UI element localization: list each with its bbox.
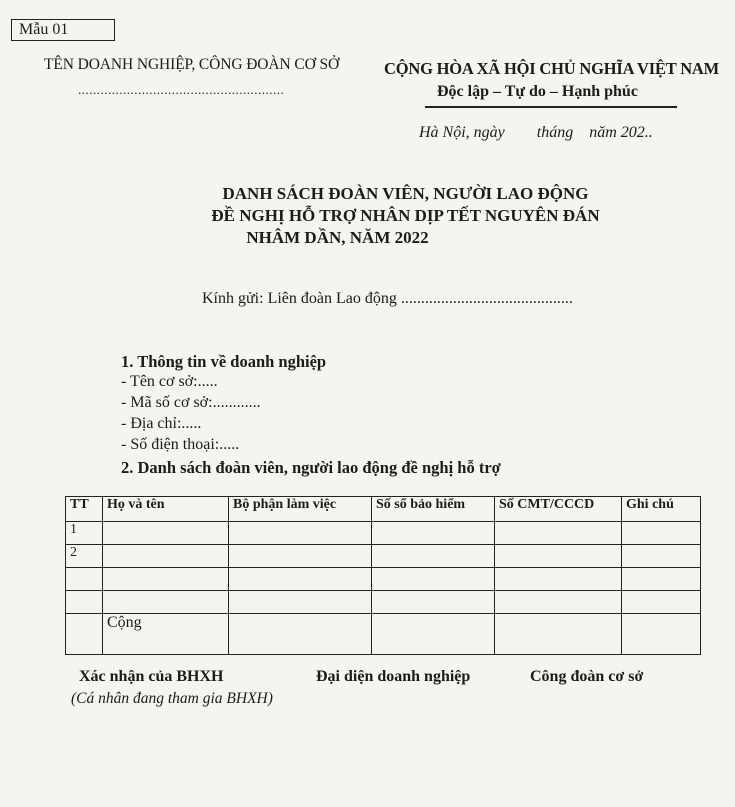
section-2-heading: 2. Danh sách đoàn viên, người lao động đề nghị hỗ trợ [121,458,501,477]
cell-full-name[interactable] [103,522,229,545]
cell-department[interactable] [229,614,372,655]
col-header-full-name: Họ và tên [103,497,229,522]
col-header-index: TT [66,497,103,522]
cell-id-number[interactable] [495,591,622,614]
cell-department[interactable] [229,591,372,614]
bhxh-note: (Cá nhân đang tham gia BHXH) [71,690,273,707]
document-title-line-1: DANH SÁCH ĐOÀN VIÊN, NGƯỜI LAO ĐỘNG [222,184,589,203]
cell-insurance-number[interactable] [372,522,495,545]
table-header-row [66,497,701,522]
cell-index[interactable] [66,591,103,614]
table-row [66,522,701,545]
motto-underline [425,106,677,108]
cell-id-number[interactable] [495,614,622,655]
date-line: Hà Nội, ngày tháng năm 202.. [419,124,653,141]
organization-name: TÊN DOANH NGHIỆP, CÔNG ĐOÀN CƠ SỞ [44,56,340,73]
cell-index[interactable]: 2 [66,545,103,568]
cell-full-name[interactable] [103,545,229,568]
cell-index [66,614,103,655]
info-address: - Địa chỉ:..... [121,415,202,432]
info-phone: - Số điện thoại:..... [121,436,240,453]
national-motto: Độc lập – Tự do – Hạnh phúc [437,83,638,100]
document-title-line-3: NHÂM DẦN, NĂM 2022 [246,228,429,247]
cell-id-number[interactable] [495,545,622,568]
cell-insurance-number[interactable] [372,591,495,614]
table-row [66,591,701,614]
cell-department[interactable] [229,522,372,545]
cell-insurance-number[interactable] [372,545,495,568]
cell-note[interactable] [622,591,701,614]
document-title-line-2: ĐỀ NGHỊ HỖ TRỢ NHÂN DỊP TẾT NGUYÊN ĐÁN [211,206,600,225]
union-label: Công đoàn cơ sở [530,668,644,685]
enterprise-representative-label: Đại diện doanh nghiệp [316,668,471,685]
cell-department[interactable] [229,545,372,568]
cell-index[interactable] [66,568,103,591]
cell-note[interactable] [622,614,701,655]
form-code: Mẫu 01 [11,19,115,41]
table-row [66,568,701,591]
info-facility-code: - Mã số cơ sở:............ [121,394,261,411]
table-row [66,545,701,568]
section-1-heading: 1. Thông tin về doanh nghiệp [121,352,327,371]
cell-id-number[interactable] [495,522,622,545]
table-total-row [66,614,701,655]
cell-insurance-number[interactable] [372,568,495,591]
cell-department[interactable] [229,568,372,591]
cell-full-name[interactable] [103,568,229,591]
col-header-department: Bộ phận làm việc [229,497,372,522]
cell-index[interactable]: 1 [66,522,103,545]
col-header-note: Ghi chú [622,497,701,522]
member-list-table [65,496,701,655]
cell-id-number[interactable] [495,568,622,591]
recipient-line: Kính gửi: Liên đoàn Lao động ........................................... [202,290,573,307]
cell-note[interactable] [622,522,701,545]
cell-note[interactable] [622,568,701,591]
country-name: CỘNG HÒA XÃ HỘI CHỦ NGHĨA VIỆT NAM [384,59,720,78]
cell-full-name[interactable] [103,591,229,614]
cell-note[interactable] [622,545,701,568]
cell-insurance-number[interactable] [372,614,495,655]
col-header-id-number: Số CMT/CCCD [495,497,622,522]
organization-blank: ....................................................... [78,82,285,97]
col-header-insurance-number: Số sổ bảo hiểm [372,497,495,522]
info-facility-name: - Tên cơ sở:..... [121,373,218,390]
bhxh-confirmation-label: Xác nhận của BHXH [79,668,224,685]
total-label: Cộng [103,614,229,655]
